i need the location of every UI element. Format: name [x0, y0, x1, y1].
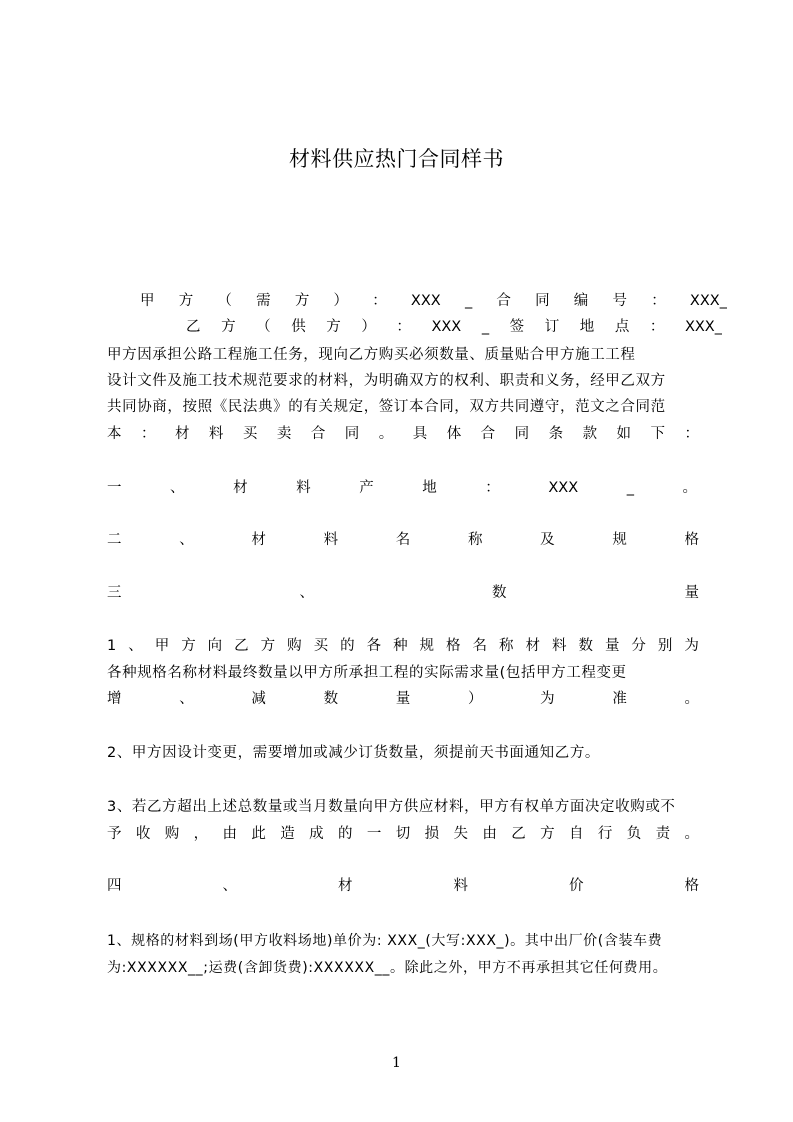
line-token: 名	[395, 532, 411, 548]
line-token: 种	[393, 638, 408, 654]
line-token: 增	[107, 691, 122, 707]
line-token: 。	[682, 480, 697, 496]
line-token: 料	[453, 878, 468, 894]
line-token: 甲	[154, 638, 170, 654]
line-token: 。	[684, 691, 699, 707]
line-token: 需	[256, 293, 271, 309]
line-token: 具	[412, 426, 428, 442]
line-token: 一	[107, 480, 122, 496]
section-4-heading	[107, 873, 699, 899]
intro-line-2: 设计文件及施工技术规范要求的材料，为明确双方的权利、职责和义务，经甲乙双方	[107, 373, 666, 389]
line-token: _	[481, 319, 490, 335]
line-token: 卖	[276, 426, 292, 442]
line-token: 。	[684, 826, 699, 842]
line-token: 地	[422, 480, 437, 496]
line-token: 方	[260, 638, 276, 654]
line-token: 量	[684, 585, 699, 601]
line-token: （	[256, 319, 271, 335]
line-token: 买	[313, 638, 329, 654]
clause-3-1-line-2: 各种规格名称材料最终数量以甲方所承担工程的实际需求量(包括甲方工程变更	[107, 665, 627, 681]
line-token: 收	[135, 826, 151, 842]
line-token: 、	[179, 691, 194, 707]
line-token: 购	[164, 826, 180, 842]
line-token: 的	[338, 826, 353, 842]
line-token: 失	[453, 826, 468, 842]
section-3-heading	[107, 580, 699, 606]
line-token: 、	[222, 878, 237, 894]
line-token: 损	[424, 826, 440, 842]
line-token: 方	[294, 293, 310, 309]
line-token: 如	[616, 426, 632, 442]
line-token: 格	[684, 532, 699, 548]
line-token: 自	[569, 826, 584, 842]
clause-3-3-line-1: 3、若乙方超出上述总数量或当月数量向甲方供应材料，甲方有权单方面决定收购或不	[107, 799, 676, 815]
line-token: XXX_	[684, 319, 722, 335]
line-token: 产	[359, 480, 374, 496]
party-a-line	[140, 288, 727, 314]
line-token: XXX	[548, 480, 579, 496]
line-token: 减	[251, 691, 266, 707]
line-token: 本	[107, 426, 122, 442]
line-token: XXX	[431, 319, 462, 335]
line-token: 四	[107, 878, 122, 894]
line-token: 款	[582, 426, 598, 442]
line-token: ：	[651, 293, 666, 309]
line-token: 点	[614, 319, 630, 335]
line-token: 下	[650, 426, 665, 442]
line-token: 为	[540, 691, 555, 707]
line-token: ，	[193, 826, 209, 842]
clause-3-1-line-3	[107, 686, 699, 712]
line-token: （	[217, 293, 232, 309]
line-token: 料	[551, 638, 567, 654]
line-token: 购	[287, 638, 302, 654]
line-token: 编	[573, 293, 589, 309]
line-token: 规	[419, 638, 435, 654]
line-token: 买	[242, 426, 258, 442]
line-token: 同	[344, 426, 360, 442]
line-token: 二	[107, 532, 122, 548]
line-token: 予	[107, 826, 122, 842]
line-token: 责	[655, 826, 671, 842]
line-token: 、	[128, 638, 143, 654]
line-token: 料	[208, 426, 224, 442]
line-token: 料	[323, 532, 339, 548]
line-token: 负	[626, 826, 642, 842]
line-token: 、	[179, 532, 194, 548]
line-token: 称	[467, 532, 483, 548]
clause-4-1-line-1: 1、规格的材料到场(甲方收料场地)单价为: XXX_(大写:XXX_)。其中出厂价(含装车费	[107, 933, 663, 949]
line-token: ：	[485, 480, 500, 496]
line-token: 甲	[140, 293, 155, 309]
intro-line-3: 共同协商，按照《民法典》的有关规定，签订本合同，双方共同遵守，范文之合同范	[107, 399, 666, 415]
line-token: XXX	[410, 293, 441, 309]
line-token: ：	[649, 319, 665, 335]
line-token: 方	[181, 638, 196, 654]
line-token: 切	[395, 826, 411, 842]
line-token: 由	[482, 826, 497, 842]
line-token: 供	[291, 319, 306, 335]
line-token: ）	[333, 293, 349, 309]
line-token: XXX_	[689, 293, 727, 309]
line-token: 名	[472, 638, 488, 654]
line-token: 、	[170, 480, 185, 496]
line-token: 的	[340, 638, 355, 654]
line-token: 体	[446, 426, 462, 442]
line-token: 料	[296, 480, 311, 496]
line-token: ：	[396, 319, 411, 335]
line-token: 数	[578, 638, 593, 654]
line-token: 合	[496, 293, 511, 309]
line-token: 乙	[511, 826, 526, 842]
line-token: 材	[525, 638, 540, 654]
line-token: 量	[395, 691, 411, 707]
line-token: 。	[378, 426, 394, 442]
line-token: 行	[597, 826, 613, 842]
line-token: 格	[684, 878, 699, 894]
line-token: 三	[107, 585, 122, 601]
line-token: 由	[222, 826, 237, 842]
line-token: ）	[361, 319, 376, 335]
line-token: 方	[326, 319, 341, 335]
line-token: 规	[612, 532, 627, 548]
line-token: 向	[207, 638, 223, 654]
line-token: 准	[612, 691, 627, 707]
line-token: 方	[178, 293, 194, 309]
line-token: 材	[251, 532, 266, 548]
line-token: 为	[684, 638, 699, 654]
line-token: 同	[535, 293, 550, 309]
line-token: 数	[323, 691, 339, 707]
line-token: 材	[338, 878, 353, 894]
section-1-heading	[107, 475, 697, 501]
intro-line-4	[107, 421, 699, 447]
clause-3-2: 2、甲方因设计变更，需要增加或减少订货数量，须提前天书面通知乙方。	[107, 745, 601, 761]
line-token: ）	[467, 691, 483, 707]
line-token: 1	[107, 638, 117, 654]
line-token: 称	[499, 638, 514, 654]
line-token: 方	[221, 319, 236, 335]
line-token: 合	[310, 426, 326, 442]
section-2-heading	[107, 527, 699, 553]
line-token: 材	[233, 480, 248, 496]
line-token: 一	[366, 826, 382, 842]
line-token: 订	[544, 319, 560, 335]
line-token: 价	[569, 878, 584, 894]
line-token: 方	[540, 826, 555, 842]
clause-4-1-line-2: 为:XXXXXX__;运费(含卸货费):XXXXXX__。除此之外，甲方不再承担其它任何费用。	[107, 960, 668, 976]
clause-3-3-line-2	[107, 821, 699, 847]
line-token: 各	[366, 638, 382, 654]
line-token: 造	[280, 826, 295, 842]
intro-line-1: 甲方因承担公路工程施工任务，现向乙方购买必须数量、质量贴合甲方施工工程	[107, 347, 636, 363]
line-token: _	[626, 480, 634, 496]
clause-3-1-line-1	[107, 633, 699, 659]
line-token: 量	[604, 638, 620, 654]
line-token: 别	[657, 638, 673, 654]
document-title: 材料供应热门合同样书	[289, 147, 504, 171]
line-token: _	[464, 293, 473, 309]
line-token: 条	[548, 426, 564, 442]
page-number: 1	[392, 1055, 401, 1071]
line-token: 材	[174, 426, 190, 442]
line-token: 数	[492, 585, 507, 601]
line-token: 格	[446, 638, 461, 654]
line-token: 乙	[186, 319, 201, 335]
line-token: 此	[251, 826, 266, 842]
line-token: 同	[514, 426, 530, 442]
line-token: 合	[480, 426, 496, 442]
line-token: 签	[509, 319, 525, 335]
line-token: 乙	[234, 638, 249, 654]
line-token: 、	[299, 585, 314, 601]
line-token: ：	[372, 293, 387, 309]
line-token: 分	[631, 638, 646, 654]
line-token: 及	[540, 532, 555, 548]
line-token: 号	[612, 293, 627, 309]
line-token: ：	[684, 426, 699, 442]
line-token: 成	[309, 826, 324, 842]
party-b-line	[186, 314, 722, 340]
line-token: 地	[579, 319, 595, 335]
line-token: ：	[140, 426, 156, 442]
